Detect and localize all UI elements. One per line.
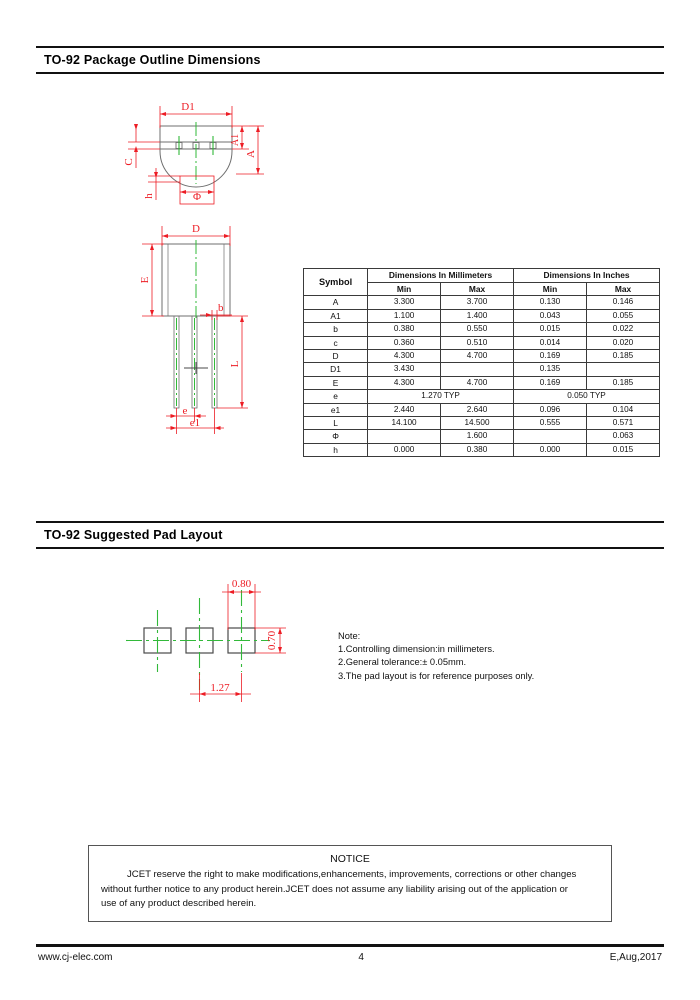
cell-mm-min: 0.000	[368, 443, 441, 456]
cell-mm-typ: 1.270 TYP	[368, 390, 514, 403]
table-row	[304, 363, 660, 376]
cell-mm-max: 0.510	[441, 336, 514, 349]
cell-symbol: D	[304, 350, 368, 363]
footer-revision: E,Aug,2017	[609, 952, 662, 963]
cell-inch-min: 0.169	[514, 350, 587, 363]
cell-mm-max: 2.640	[441, 403, 514, 416]
package-front-view-drawing	[128, 222, 278, 439]
col-header-inch-max: Max	[586, 283, 659, 296]
dim-label-e-height: E	[139, 276, 151, 284]
notice-title: NOTICE	[330, 853, 370, 865]
dimensions-table-container	[303, 268, 660, 457]
cell-inch-min: 0.043	[514, 309, 587, 322]
dim-label-d: D	[192, 223, 200, 235]
cell-inch-max	[586, 363, 659, 376]
cell-inch-max: 0.185	[586, 376, 659, 389]
cell-inch-min: 0.000	[514, 443, 587, 456]
notes-title: Note:	[338, 631, 361, 641]
col-header-inch: Dimensions In Inches	[514, 269, 660, 283]
footer-website[interactable]: www.cj-elec.com	[38, 952, 113, 963]
pad-layout-notes	[338, 630, 534, 683]
cell-inch-typ: 0.050 TYP	[514, 390, 660, 403]
cell-symbol: b	[304, 323, 368, 336]
cell-inch-min: 0.096	[514, 403, 587, 416]
cell-mm-min	[368, 430, 441, 443]
pad-header-rule-bottom	[36, 547, 664, 549]
cell-inch-max: 0.104	[586, 403, 659, 416]
cell-inch-min: 0.015	[514, 323, 587, 336]
page-footer	[36, 944, 664, 968]
col-header-inch-min: Min	[514, 283, 587, 296]
cell-inch-max: 0.015	[586, 443, 659, 456]
cell-inch-max: 0.055	[586, 309, 659, 322]
cell-mm-min: 14.100	[368, 417, 441, 430]
table-row	[304, 403, 660, 416]
table-header-row-group	[304, 269, 660, 283]
footer-page-number: 4	[358, 952, 364, 963]
cell-mm-min: 2.440	[368, 403, 441, 416]
header-rule-bottom	[36, 72, 664, 74]
section-title-pad-layout: TO-92 Suggested Pad Layout	[44, 528, 223, 542]
cell-symbol: c	[304, 336, 368, 349]
note-item-1: 1.Controlling dimension:in millimeters.	[338, 644, 495, 655]
cell-inch-max: 0.185	[586, 350, 659, 363]
cell-mm-min: 3.430	[368, 363, 441, 376]
cell-mm-max: 4.700	[441, 376, 514, 389]
cell-symbol: e1	[304, 403, 368, 416]
cell-symbol: A1	[304, 309, 368, 322]
cell-mm-max: 1.400	[441, 309, 514, 322]
table-row	[304, 390, 660, 403]
cell-mm-min: 0.360	[368, 336, 441, 349]
cell-mm-min: 4.300	[368, 350, 441, 363]
section-title-package-outline: TO-92 Package Outline Dimensions	[44, 53, 261, 67]
cell-symbol: D1	[304, 363, 368, 376]
table-row	[304, 376, 660, 389]
dim-label-h: h	[143, 193, 155, 199]
table-row	[304, 296, 660, 309]
col-header-symbol: Symbol	[304, 269, 368, 296]
col-header-mm-max: Max	[441, 283, 514, 296]
notice-line-1: JCET reserve the right to make modifications,enhancements, improvements, corrections or other changes	[127, 869, 577, 880]
cell-symbol: Φ	[304, 430, 368, 443]
cell-symbol: e	[304, 390, 368, 403]
note-item-2: 2.General tolerance:± 0.05mm.	[338, 657, 467, 668]
cell-mm-max: 0.380	[441, 443, 514, 456]
dim-label-l: L	[229, 360, 241, 368]
col-header-mm: Dimensions In Millimeters	[368, 269, 514, 283]
note-item-3: 3.The pad layout is for reference purposes only.	[338, 670, 535, 681]
cell-inch-min: 0.555	[514, 417, 587, 430]
dim-label-b: b	[218, 302, 224, 314]
cell-mm-min: 4.300	[368, 376, 441, 389]
cell-mm-max: 0.550	[441, 323, 514, 336]
table-row	[304, 323, 660, 336]
cell-symbol: L	[304, 417, 368, 430]
cell-symbol: E	[304, 376, 368, 389]
section-header-package-outline	[36, 46, 664, 74]
cell-inch-max: 0.146	[586, 296, 659, 309]
cell-mm-max: 3.700	[441, 296, 514, 309]
cell-mm-max	[441, 363, 514, 376]
dim-label-phi: Φ	[192, 191, 202, 203]
cell-inch-min: 0.169	[514, 376, 587, 389]
cell-inch-max: 0.022	[586, 323, 659, 336]
cell-mm-max: 1.600	[441, 430, 514, 443]
notice-body	[101, 868, 599, 912]
dim-label-c: C	[123, 158, 135, 166]
pad-layout-drawing	[118, 578, 318, 723]
dim-label-a: A	[245, 150, 257, 158]
cell-inch-min: 0.135	[514, 363, 587, 376]
cell-inch-max: 0.063	[586, 430, 659, 443]
table-row	[304, 443, 660, 456]
cell-mm-min: 1.100	[368, 309, 441, 322]
cell-inch-min	[514, 430, 587, 443]
pad-dim-width: 0.80	[231, 578, 252, 590]
col-header-mm-min: Min	[368, 283, 441, 296]
cell-mm-min: 3.300	[368, 296, 441, 309]
table-row	[304, 336, 660, 349]
cell-inch-max: 0.020	[586, 336, 659, 349]
notice-box	[88, 845, 612, 922]
section-header-pad-layout	[36, 521, 664, 549]
dim-label-d1: D1	[181, 101, 195, 113]
table-row	[304, 417, 660, 430]
package-top-view-drawing	[118, 96, 288, 221]
dim-label-a1: A1	[230, 133, 241, 147]
cell-inch-min: 0.014	[514, 336, 587, 349]
cell-symbol: h	[304, 443, 368, 456]
dim-label-e-pitch: e	[182, 405, 188, 417]
cell-symbol: A	[304, 296, 368, 309]
table-row	[304, 309, 660, 322]
table-row	[304, 350, 660, 363]
cell-inch-max: 0.571	[586, 417, 659, 430]
cell-mm-max: 4.700	[441, 350, 514, 363]
pad-dim-height: 0.70	[266, 630, 278, 651]
dimensions-table-body	[304, 296, 660, 457]
dim-label-e1: e1	[189, 417, 201, 429]
table-row	[304, 430, 660, 443]
cell-mm-min: 0.380	[368, 323, 441, 336]
cell-inch-min: 0.130	[514, 296, 587, 309]
cell-mm-max: 14.500	[441, 417, 514, 430]
pad-dim-pitch: 1.27	[210, 682, 230, 694]
dimensions-table	[303, 268, 660, 457]
notice-line-3: use of any product described herein.	[101, 898, 257, 909]
notice-line-2: without further notice to any product herein.JCET does not assume any liability arising out of the application or	[101, 883, 568, 895]
